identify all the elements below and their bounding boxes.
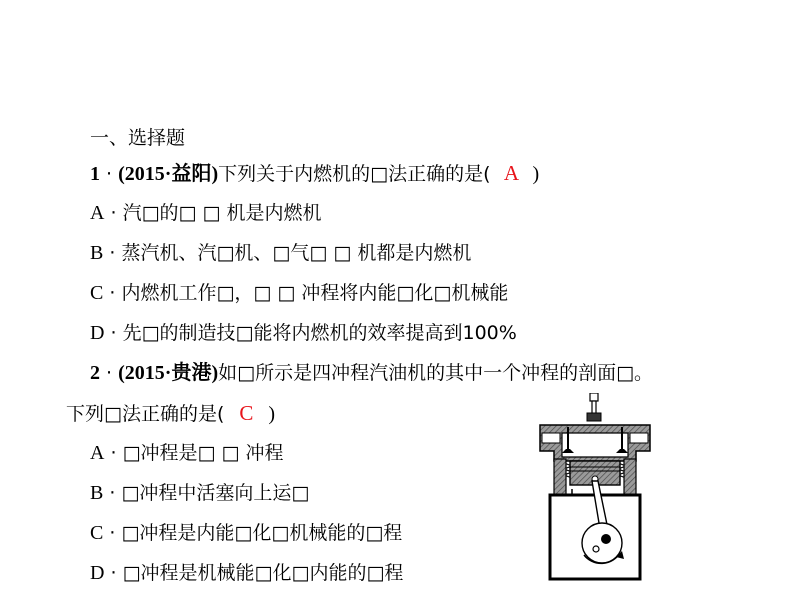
section-title: 一、选择题	[90, 127, 186, 149]
close-paren: )	[268, 403, 276, 425]
engine-cross-section-icon	[532, 393, 658, 585]
option-separator: ·	[109, 282, 116, 304]
option-letter: C	[90, 282, 104, 304]
answer-text: A	[503, 161, 520, 185]
question-text: 如□所示是四冲程汽油机的其中一个冲程的剖面□。	[218, 362, 654, 384]
question-source: (2015·益阳)	[118, 163, 219, 185]
option-a	[90, 441, 284, 465]
option-letter: D	[90, 562, 105, 584]
option-separator: ·	[110, 562, 117, 584]
option-letter: B	[90, 482, 104, 504]
question-1-stem	[90, 161, 539, 186]
question-source: (2015·贵港)	[118, 362, 219, 384]
question-text: 下列关于内燃机的□法正确的是(	[218, 163, 491, 185]
option-c	[90, 281, 508, 305]
option-b	[90, 481, 309, 505]
option-letter: B	[90, 242, 104, 264]
question-number: 2	[90, 362, 100, 384]
option-separator: ·	[109, 522, 116, 544]
option-a	[90, 201, 322, 225]
option-c	[90, 521, 402, 545]
option-text: 先□的制造技□能将内燃机的效率提高到100%	[122, 322, 517, 344]
option-letter: A	[90, 442, 105, 464]
option-separator: ·	[109, 482, 116, 504]
option-text: 汽□的□ □ 机是内燃机	[122, 202, 322, 224]
option-d	[90, 321, 517, 345]
option-separator: ·	[110, 202, 117, 224]
option-text: 蒸汽机、汽□机、□气□ □ 机都是内燃机	[121, 242, 472, 264]
option-separator: ·	[110, 442, 117, 464]
option-d	[90, 561, 403, 585]
option-text: □冲程中活塞向上运□	[121, 482, 310, 504]
question-separator: ·	[106, 163, 113, 185]
question-2-stem-continued	[66, 401, 275, 426]
question-number: 1	[90, 163, 100, 185]
option-separator: ·	[110, 322, 117, 344]
option-text: □冲程是□ □ 冲程	[122, 442, 284, 464]
answer-text: C	[239, 401, 254, 425]
option-separator: ·	[109, 242, 116, 264]
option-text: □冲程是内能□化□机械能的□程	[121, 522, 403, 544]
option-letter: D	[90, 322, 105, 344]
option-text: □冲程是机械能□化□内能的□程	[122, 562, 404, 584]
option-letter: A	[90, 202, 105, 224]
option-b	[90, 241, 471, 265]
question-text: 下列□法正确的是(	[66, 403, 225, 425]
question-separator: ·	[106, 362, 113, 384]
option-letter: C	[90, 522, 104, 544]
close-paren: )	[532, 163, 540, 185]
option-text: 内燃机工作□，□ □ 冲程将内能□化□机械能	[121, 282, 509, 304]
question-2-stem	[90, 361, 653, 385]
